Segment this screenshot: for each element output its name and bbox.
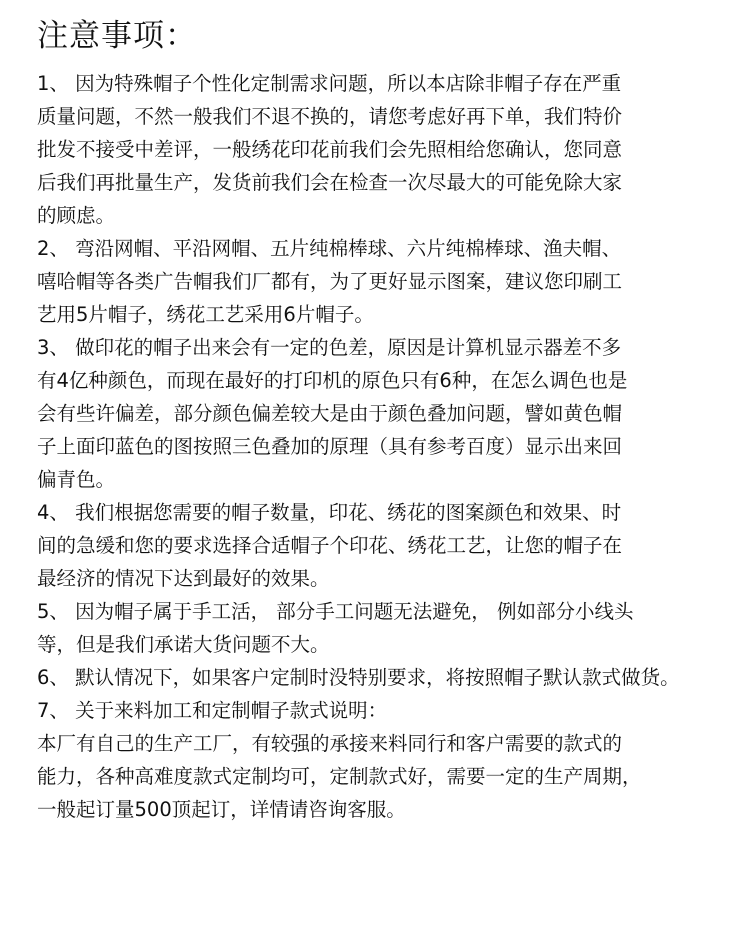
notes-line: 等，但是我们承诺大货问题不大。 <box>37 633 330 656</box>
notes-line: 7、 关于来料加工和定制帽子款式说明： <box>37 699 388 722</box>
notes-line: 批发不接受中差评，一般绣花印花前我们会先照相给您确认，您同意 <box>37 138 623 161</box>
notes-line: 一般起订量500顶起订，详情请咨询客服。 <box>37 798 406 821</box>
notes-line: 的顾虑。 <box>37 204 116 227</box>
notes-line: 会有些许偏差，部分颜色偏差较大是由于颜色叠加问题，譬如黄色帽 <box>37 402 623 425</box>
notes-line: 4、 我们根据您需要的帽子数量，印花、绣花的图案颜色和效果、时 <box>37 501 622 524</box>
notes-line: 最经济的情况下达到最好的效果。 <box>37 567 330 590</box>
page-title: 注意事项： <box>37 18 197 54</box>
notes-line: 嘻哈帽等各类广告帽我们厂都有，为了更好显示图案，建议您印刷工 <box>37 270 623 293</box>
notes-line: 偏青色。 <box>37 468 116 491</box>
notes-body <box>37 67 730 826</box>
notes-line: 5、 因为帽子属于手工活， 部分手工问题无法避免， 例如部分小线头 <box>37 600 634 623</box>
notes-line: 2、 弯沿网帽、平沿网帽、五片纯棉棒球、六片纯棉棒球、渔夫帽、 <box>37 237 622 260</box>
notes-line: 3、 做印花的帽子出来会有一定的色差，原因是计算机显示器差不多 <box>37 336 622 359</box>
notes-line: 艺用5片帽子，绣花工艺采用6片帽子。 <box>37 303 374 326</box>
notes-line: 质量问题，不然一般我们不退不换的，请您考虑好再下单，我们特价 <box>37 105 623 128</box>
notes-line: 子上面印蓝色的图按照三色叠加的原理（具有参考百度）显示出来回 <box>37 435 623 458</box>
notes-line: 本厂有自己的生产工厂，有较强的承接来料同行和客户需要的款式的 <box>37 732 623 755</box>
notes-line: 能力，各种高难度款式定制均可，定制款式好，需要一定的生产周期， <box>37 765 642 788</box>
notes-line: 间的急缓和您的要求选择合适帽子个印花、绣花工艺，让您的帽子在 <box>37 534 623 557</box>
notes-line: 后我们再批量生产，发货前我们会在检查一次尽最大的可能免除大家 <box>37 171 623 194</box>
notes-line: 1、 因为特殊帽子个性化定制需求问题，所以本店除非帽子存在严重 <box>37 72 622 95</box>
notes-line: 有4亿种颜色，而现在最好的打印机的原色只有6种，在怎么调色也是 <box>37 369 628 392</box>
notes-line: 6、 默认情况下，如果客户定制时没特别要求，将按照帽子默认款式做货。 <box>37 666 680 689</box>
